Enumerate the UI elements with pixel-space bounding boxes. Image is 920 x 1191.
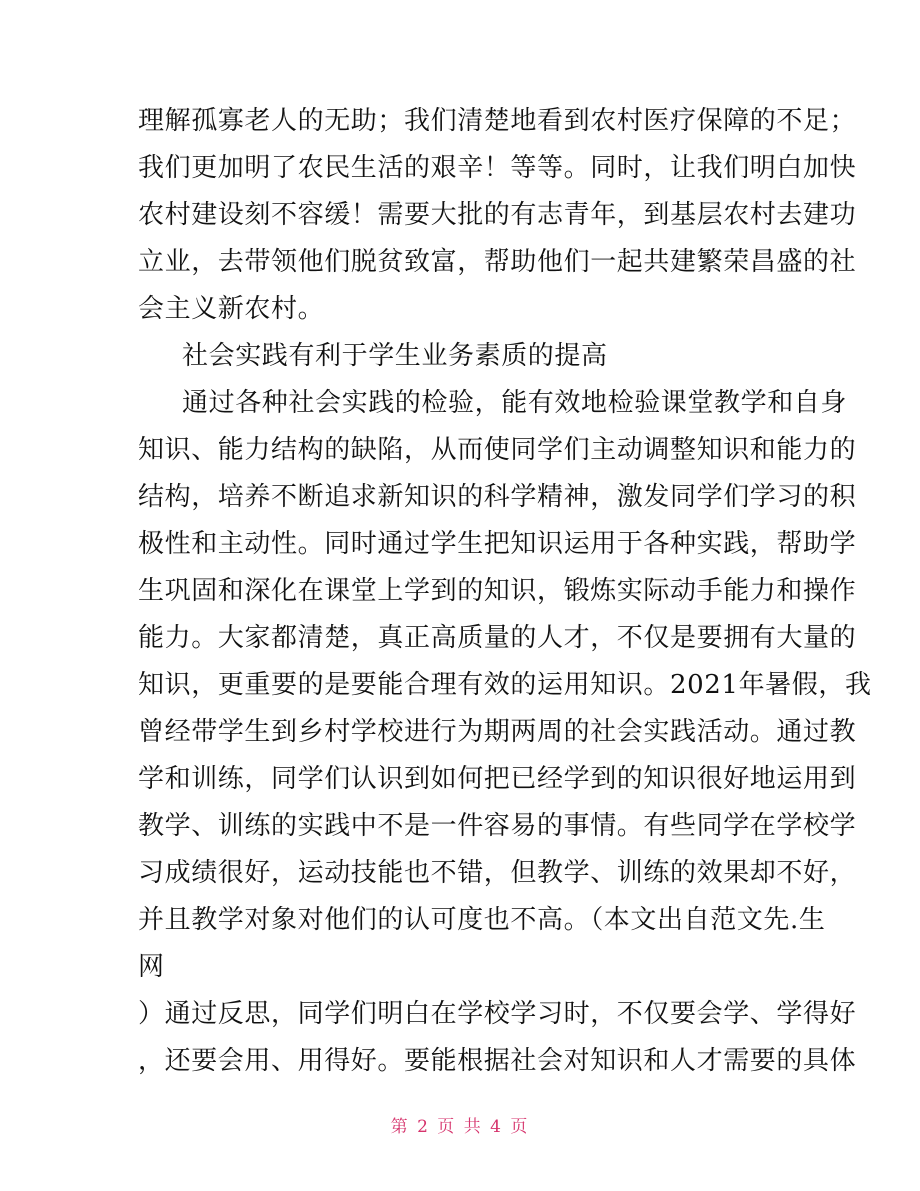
paragraph-line: 我们更加明了农民生活的艰辛！等等。同时，让我们明白加快	[138, 153, 857, 183]
paragraph-line: 理解孤寡老人的无助；我们清楚地看到农村医疗保障的不足；	[138, 106, 857, 136]
paragraph-line: 能力。大家都清楚，真正高质量的人才，不仅是要拥有大量的	[138, 623, 857, 653]
paragraph-line: 会主义新农村。	[138, 294, 325, 324]
page-footer	[0, 1112, 920, 1137]
paragraph-line: 极性和主动性。同时通过学生把知识运用于各种实践，帮助学	[138, 529, 857, 559]
paragraph-line: 知识，更重要的是要能合理有效的运用知识。2021年暑假，我	[138, 670, 872, 700]
paragraph-line: 教学、训练的实践中不是一件容易的事情。有些同学在学校学	[138, 811, 857, 841]
paragraph-line: 通过各种社会实践的检验，能有效地检验课堂教学和自身	[182, 388, 848, 418]
paragraph-line: 曾经带学生到乡村学校进行为期两周的社会实践活动。通过教	[138, 717, 857, 747]
paragraph-line: ）通过反思，同学们明白在学校学习时，不仅要会学、学得好	[138, 999, 857, 1029]
paragraph-line: 生巩固和深化在课堂上学到的知识，锻炼实际动手能力和操作	[138, 576, 857, 606]
paragraph-line: 立业，去带领他们脱贫致富，帮助他们一起共建繁荣昌盛的社	[138, 247, 857, 277]
paragraph-line: 学和训练，同学们认识到如何把已经学到的知识很好地运用到	[138, 764, 857, 794]
paragraph-line: 网	[138, 952, 165, 982]
section-heading: 社会实践有利于学生业务素质的提高	[182, 341, 608, 371]
paragraph-line: 知识、能力结构的缺陷，从而使同学们主动调整知识和能力的	[138, 435, 857, 465]
paragraph-line: ，还要会用、用得好。要能根据社会对知识和人才需要的具体	[138, 1046, 857, 1076]
page-number: 第 2 页 共 4 页	[390, 1117, 530, 1137]
paragraph-line: 结构，培养不断追求新知识的科学精神，激发同学们学习的积	[138, 482, 857, 512]
paragraph-line: 并且教学对象对他们的认可度也不高。（本文出自范文先.生	[138, 905, 826, 935]
paragraph-line: 习成绩很好，运动技能也不错，但教学、训练的效果却不好，	[138, 858, 857, 888]
paragraph-line: 农村建设刻不容缓！需要大批的有志青年，到基层农村去建功	[138, 200, 857, 230]
